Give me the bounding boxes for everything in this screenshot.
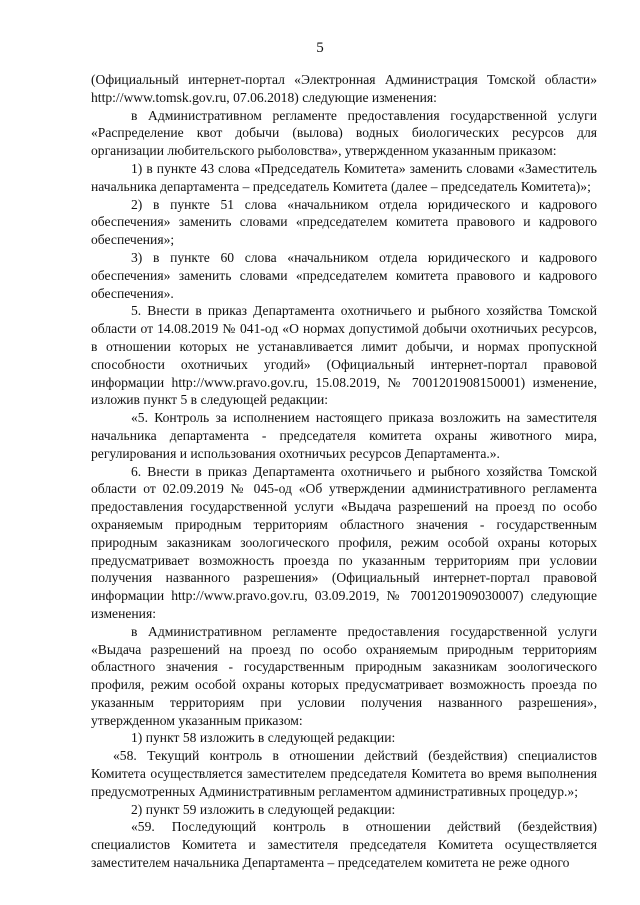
paragraph-regulation-passes: в Административном регламенте предоставления государственной услуги «Выдача разрешений на проезд по особо охраняемым природным территориям областного значения - государственным природным заказникам зоологического профиля, режим особой охраны которых предусматривает возможность проезда по указанным территориям при условии получения названного разрешения», утвержденном указанным приказом: [91,623,597,728]
paragraph-quote-59: «59. Последующий контроль в отношении действий (бездействия) специалистов Комитета и заместителя председателя Комитета осуществляется заместителем начальника Департамента – председателем комитета не реже одного [91,819,597,871]
paragraph-section-6: 6. Внести в приказ Департамента охотничьего и рыбного хозяйства Томской области от 02.09.2019 № 045-од «Об утверждении административного регламента предоставления государственной услуги «Выдача разрешений на проезд по особо охраняемым природным территориям областного значения - государственным природным заказникам зоологического профиля, режим особой охраны которых предусматривает возможность проезда по указанным территориям при условии получения названного разрешения» (Официальный интернет-портал правовой информации http://www.pravo.gov.ru, 03.09.2019, № 7001201909030007) следующие изменения: [91,463,597,621]
paragraph-item-60: 3) в пункте 60 слова «начальником отдела юридического и кадрового обеспечения» заменить словами «председателем комитета правового и кадрового обеспечения». [91,249,597,301]
paragraph-item-59-intro: 2) пункт 59 изложить в следующей редакции: [131,801,396,817]
page-number: 5 [316,40,324,56]
paragraph-quote-5: «5. Контроль за исполнением настоящего приказа возложить на заместителя начальника департамента - председателя комитета охраны животного мира, регулирования и использования охотничьих ресурсов Департамента.». [91,410,597,461]
paragraph-item-51: 2) в пункте 51 слова «начальником отдела юридического и кадрового обеспечения» заменить словами «председателем комитета правового и кадрового обеспечения»; [91,196,597,248]
paragraph-item-58-intro: 1) пункт 58 изложить в следующей редакции: [131,730,396,746]
paragraph-intro-continuation: (Официальный интернет-портал «Электронная Администрация Томской области» http://www.tomsk.gov.ru, 07.06.2018) следующие изменения: [91,72,597,105]
paragraph-quote-58: «58. Текущий контроль в отношении действий (бездействия) специалистов Комитета осуществляется заместителем председателя Комитета во время выполнения предусмотренных Административным регламентом административных процедур.»; [91,748,597,799]
paragraph-regulation-quota: в Административном регламенте предоставления государственной услуги «Распределение квот добычи (вылова) водных биологических ресурсов для организации любительского рыболовства», утвержденном указанным приказом: [91,107,597,159]
paragraph-item-43: 1) в пункте 43 слова «Председатель Комитета» заменить словами «Заместитель начальника департамента – председатель Комитета (далее – председатель Комитета)»; [91,160,597,194]
paragraph-section-5: 5. Внести в приказ Департамента охотничьего и рыбного хозяйства Томской области от 14.08.2019 № 041-од «О нормах допустимой добычи охотничьих ресурсов, в отношении которых не устанавливается лимит добычи, и нормах пропускной способности охотничьих угодий» (Официальный интернет-портал правовой информации http://www.pravo.gov.ru, 15.08.2019, № 7001201908150001) изменение, изложив пункт 5 в следующей редакции: [91,303,597,408]
document-body [91,71,597,872]
